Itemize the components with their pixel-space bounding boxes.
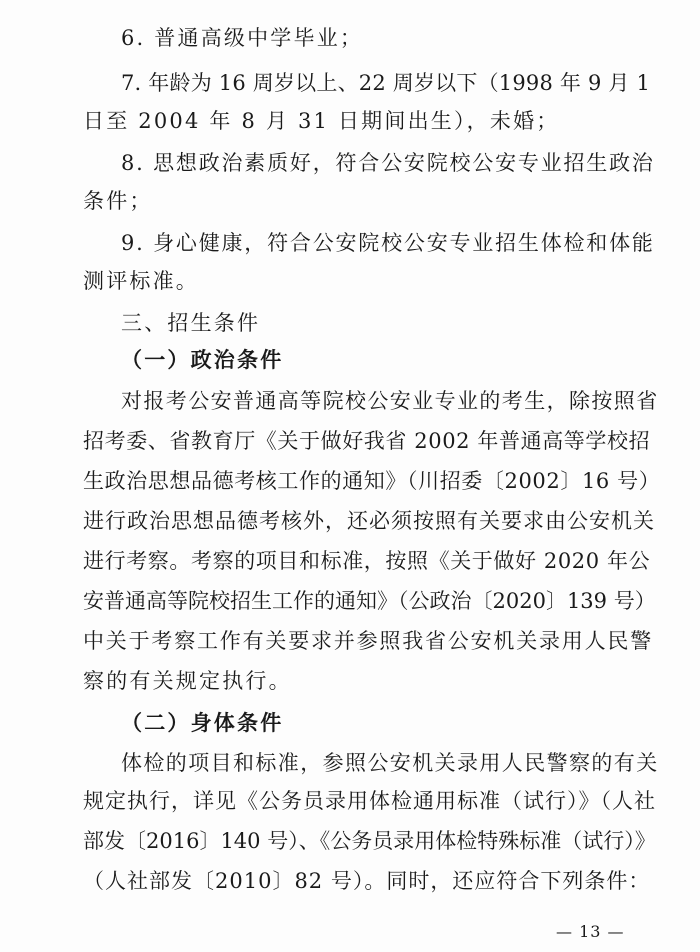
text-line: 条件；: [83, 189, 153, 213]
text-line: 生政治思想品德考核工作的通知》（川招委〔2002〕16 号）: [83, 469, 661, 493]
text-line: 规定执行，详见《公务员录用体检通用标准（试行）》（人社: [83, 789, 656, 813]
text-line: 7. 年龄为 16 周岁以上、22 周岁以下（1998 年 9 月 1: [121, 71, 651, 95]
text-line: 察的有关规定执行。: [83, 669, 292, 693]
text-line: 9. 身心健康，符合公安院校公安专业招生体检和体能: [121, 231, 655, 255]
text-line: 中关于考察工作有关要求并参照我省公安机关录用人民警: [83, 629, 653, 653]
section-heading: 三、招生条件: [121, 311, 261, 335]
page-number: — 13 —: [556, 922, 625, 941]
text-line: 安普通高等院校招生工作的通知》（公政治〔2020〕139 号）: [83, 589, 656, 613]
text-line: 进行考察。考察的项目和标准，按照《关于做好 2020 年公: [83, 549, 651, 573]
text-line: 8. 思想政治素质好，符合公安院校公安专业招生政治: [121, 151, 655, 175]
text-line: 日至 2004 年 8 月 31 日期间出生），未婚；: [83, 109, 560, 133]
text-line: 部发〔2016〕140 号）、《公务员录用体检特殊标准（试行）》: [83, 829, 656, 853]
text-line: 对报考公安普通高等院校公安业专业的考生，除按照省: [121, 389, 659, 413]
text-line: 测评标准。: [83, 269, 199, 293]
text-line: 招考委、省教育厅《关于做好我省 2002 年普通高等学校招: [83, 429, 651, 453]
subsection-heading: （二）身体条件: [121, 710, 284, 735]
text-line: 进行政治思想品德考核外，还必须按照有关要求由公安机关: [83, 509, 655, 533]
subsection-heading: （一）政治条件: [121, 347, 284, 372]
text-line: （人社部发〔2010〕82 号）。同时，还应符合下列条件：: [83, 869, 651, 893]
text-line: 6. 普通高级中学毕业；: [121, 26, 364, 50]
text-line: 体检的项目和标准，参照公安机关录用人民警察的有关: [121, 751, 659, 775]
